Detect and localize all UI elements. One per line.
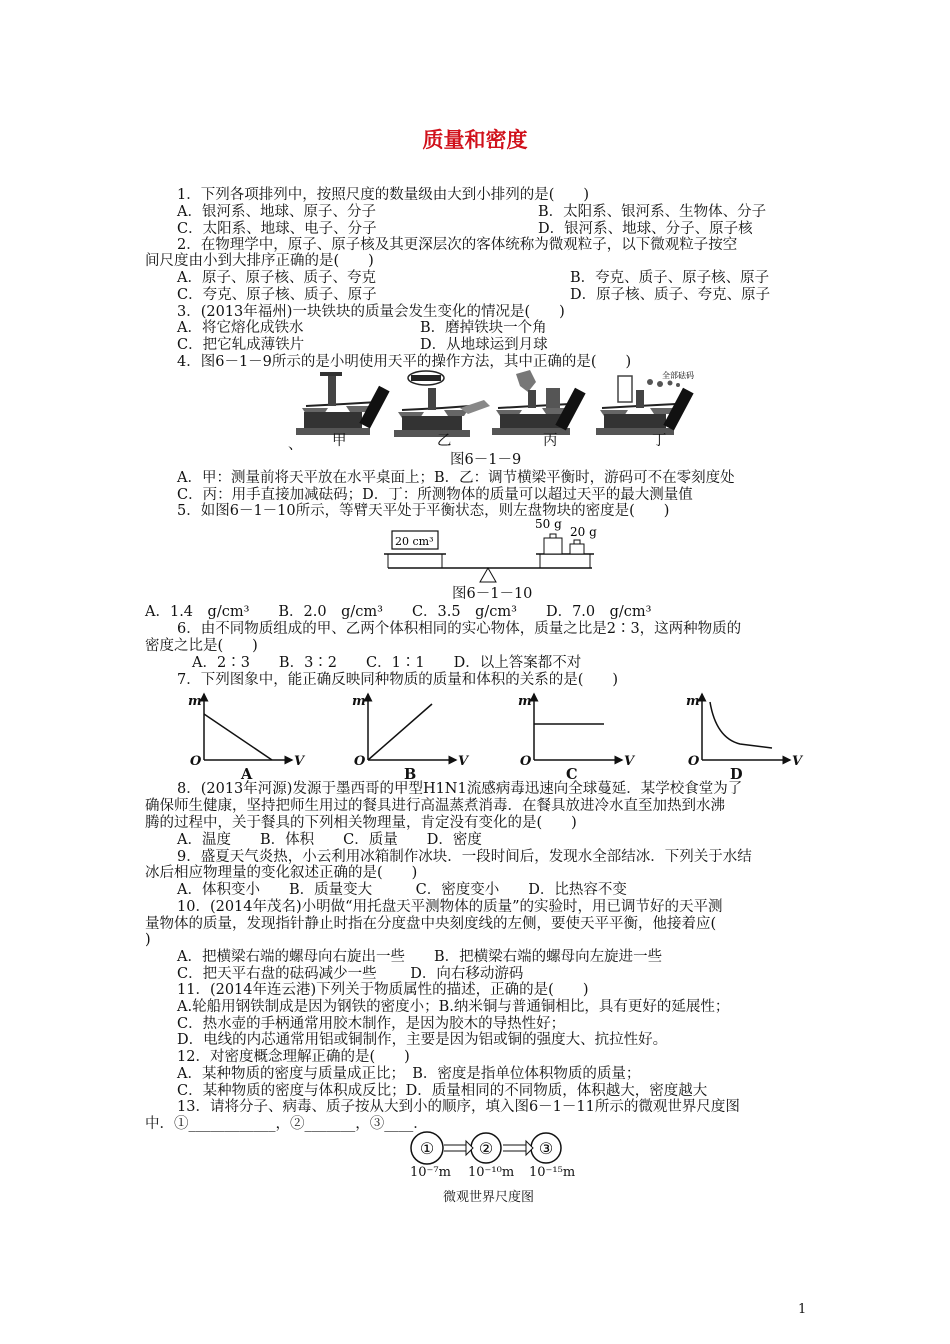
graph-c-ylabel: m bbox=[518, 694, 532, 709]
balance-yi bbox=[394, 371, 490, 437]
graph-c-origin: O bbox=[520, 754, 532, 769]
q3-option-d: D．从地球运到月球 bbox=[420, 337, 548, 353]
graph-a-ylabel: m bbox=[188, 694, 202, 709]
graph-d-ylabel: m bbox=[686, 694, 700, 709]
q8-line-1: 8．(2013年河源)发源于墨西哥的甲型H1N1流感病毒迅速向全球蔓延．某学校食堂为了 bbox=[177, 781, 743, 797]
q10-options-ab: A．把横梁右端的螺母向右旋出一些 B．把横梁右端的螺母向左旋进一些 bbox=[177, 949, 663, 965]
micro-scale-diagram bbox=[405, 1128, 575, 1168]
figure-6-1-10 bbox=[380, 516, 620, 586]
q11-option-d: D．电线的内芯通常用铝或铜制作，主要是因为铝或铜的强度大、抗拉性好。 bbox=[177, 1032, 668, 1048]
graph-d-origin: O bbox=[688, 754, 700, 769]
q9-line-1: 9．盛夏天气炎热，小云利用冰箱制作冰块．一段时间后，发现水全部结冰．下列关于水结 bbox=[177, 849, 752, 865]
q10-line-1: 10．(2014年茂名)小明做“用托盘天平测物体的质量”的实验时，用已调节好的天平测 bbox=[177, 899, 723, 915]
graph-c bbox=[534, 694, 622, 760]
q11-option-c: C．热水壶的手柄通常用胶木制作，是因为胶木的导热性好； bbox=[177, 1016, 566, 1032]
q4-options-cd: C．丙：用手直接加减砝码；D．丁：所测物体的质量可以超过天平的最大测量值 bbox=[177, 487, 693, 503]
q11-stem: 11．(2014年连云港)下列关于物质属性的描述，正确的是( ) bbox=[177, 982, 589, 998]
q1-option-d: D．银河系、地球、分子、原子核 bbox=[538, 221, 753, 237]
scale-2-label: 10⁻¹⁰m bbox=[468, 1165, 515, 1180]
q6-stem-1: 6．由不同物质组成的甲、乙两个体积相同的实心物体，质量之比是2∶3，这两种物质的 bbox=[177, 621, 742, 637]
graph-d bbox=[702, 694, 790, 760]
micro-scale-caption: 微观世界尺度图 bbox=[443, 1190, 535, 1205]
figure-6-1-9 bbox=[284, 368, 704, 452]
q3-stem: 3．(2013年福州)一块铁块的质量会发生变化的情况是( ) bbox=[177, 304, 565, 320]
graph-b-xlabel: V bbox=[458, 754, 469, 769]
q2-stem-1: 2．在物理学中，原子、原子核及其更深层次的客体统称为微观粒子，以下微观粒子按空 bbox=[177, 237, 738, 253]
graph-b-origin: O bbox=[354, 754, 366, 769]
label-yi: 乙 bbox=[437, 433, 452, 449]
figure-6-1-10-caption: 图6－1－10 bbox=[452, 586, 533, 602]
graph-b bbox=[368, 694, 456, 760]
label-bing: 丙 bbox=[543, 433, 558, 449]
q12-options-cd: C．某种物质的密度与体积成反比；D．质量相同的不同物质，体积越大，密度越大 bbox=[177, 1083, 708, 1099]
graph-c-label: C bbox=[566, 766, 578, 783]
q9-options: A．体积变小 B．质量变大 C．密度变小 D．比热容不变 bbox=[177, 882, 627, 898]
q3-option-a: A．将它熔化成铁水 bbox=[177, 320, 304, 336]
q6-options: A．2∶3 B．3∶2 C．1∶1 D．以上答案都不对 bbox=[192, 655, 582, 671]
q9-line-2: 冰后相应物理量的变化叙述正确的是( ) bbox=[145, 865, 418, 881]
q10-line-3: ) bbox=[145, 932, 151, 948]
graph-a-xlabel: V bbox=[294, 754, 305, 769]
q1-option-c: C．太阳系、地球、电子、分子 bbox=[177, 221, 377, 237]
q11-options-ab: A.轮船用钢铁制成是因为钢铁的密度小；B.纳米铜与普通铜相比，具有更好的延展性； bbox=[177, 999, 730, 1015]
balance-bing bbox=[492, 370, 586, 435]
q10-line-2: 量物体的质量，发现指针静止时指在分度盘中央刻度线的左侧，要使天平平衡，他接着应( bbox=[145, 916, 717, 932]
q4-stem: 4．图6－1－9所示的是小明使用天平的操作方法，其中正确的是( ) bbox=[177, 354, 632, 370]
scale-3-label: 10⁻¹⁵m bbox=[529, 1165, 576, 1180]
graph-a-label: A bbox=[241, 766, 253, 783]
circle-3-label: ③ bbox=[538, 1139, 554, 1158]
q2-option-c: C．夸克、原子核、质子、原子 bbox=[177, 287, 377, 303]
q8-options: A．温度 B．体积 C．质量 D．密度 bbox=[177, 832, 482, 848]
graph-b-label: B bbox=[404, 766, 417, 783]
q13-line-2: 中．①____________，②_______，③____． bbox=[145, 1116, 428, 1132]
page-number: 1 bbox=[798, 1302, 807, 1317]
graph-d-xlabel: V bbox=[792, 754, 803, 769]
q2-option-b: B．夸克、质子、原子核、原子 bbox=[570, 270, 770, 286]
q1-stem: 1．下列各项排列中，按照尺度的数量级由大到小排列的是( ) bbox=[177, 187, 590, 203]
graph-a-origin: O bbox=[190, 754, 202, 769]
graph-d-label: D bbox=[730, 766, 743, 783]
q1-option-b: B．太阳系、银河系、生物体、分子 bbox=[538, 204, 767, 220]
label-ding: 丁 bbox=[652, 433, 667, 449]
q8-line-2: 确保师生健康，坚持把师生用过的餐具进行高温蒸煮消毒．在餐具放进冷水直至加热到水沸 bbox=[145, 798, 725, 814]
q7-graphs bbox=[180, 690, 803, 780]
all-weights-label: 全部砝码 bbox=[662, 371, 694, 380]
weight-20g-label: 20 g bbox=[570, 525, 597, 539]
q4-mark: 、 bbox=[288, 437, 303, 453]
q2-stem-2: 间尺度由小到大排序正确的是( ) bbox=[145, 253, 374, 269]
q3-option-b: B．磨掉铁块一个角 bbox=[420, 320, 547, 336]
graph-c-xlabel: V bbox=[624, 754, 635, 769]
q10-options-cd: C．把天平右盘的砝码减少一些 D．向右移动游码 bbox=[177, 966, 524, 982]
weight-50g-label: 50 g bbox=[535, 517, 562, 531]
q12-options-ab: A．某种物质的密度与质量成正比； B．密度是指单位体积物质的质量； bbox=[177, 1066, 641, 1082]
q5-stem: 5．如图6－1－10所示，等臂天平处于平衡状态，则左盘物块的密度是( ) bbox=[177, 503, 670, 519]
q13-line-1: 13．请将分子、病毒、质子按从大到小的顺序，填入图6－1－11所示的微观世界尺度图 bbox=[177, 1099, 740, 1115]
q3-option-c: C．把它轧成薄铁片 bbox=[177, 337, 305, 353]
label-jia: 甲 bbox=[332, 433, 347, 449]
circle-1-label: ① bbox=[419, 1139, 435, 1158]
q1-option-a: A．银河系、地球、原子、分子 bbox=[177, 204, 376, 220]
q12-stem: 12．对密度概念理解正确的是( ) bbox=[177, 1049, 410, 1065]
balance-jia bbox=[296, 372, 390, 435]
q6-stem-2: 密度之比是( ) bbox=[145, 638, 258, 654]
page-title: 质量和密度 bbox=[422, 128, 528, 152]
q7-stem: 7．下列图象中，能正确反映同种物质的质量和体积的关系的是( ) bbox=[177, 672, 619, 688]
q4-options-ab: A．甲：测量前将天平放在水平桌面上；B．乙：调节横梁平衡时，游码可不在零刻度处 bbox=[177, 470, 735, 486]
figure-6-1-9-caption: 图6－1－9 bbox=[450, 452, 522, 468]
q2-option-d: D．原子核、质子、夸克、原子 bbox=[570, 287, 771, 303]
balance-ding bbox=[596, 370, 694, 435]
scale-1-label: 10⁻⁷m bbox=[410, 1165, 451, 1180]
circle-2-label: ② bbox=[478, 1139, 494, 1158]
q2-option-a: A．原子、原子核、质子、夸克 bbox=[177, 270, 376, 286]
graph-b-ylabel: m bbox=[352, 694, 366, 709]
q5-options: A．1.4 g/cm³ B．2.0 g/cm³ C．3.5 g/cm³ D．7.0 g/cm³ bbox=[145, 604, 652, 620]
block-volume-label: 20 cm³ bbox=[395, 535, 434, 548]
q8-line-3: 腾的过程中，关于餐具的下列相关物理量，肯定没有变化的是( ) bbox=[145, 815, 577, 831]
graph-a bbox=[204, 694, 292, 760]
